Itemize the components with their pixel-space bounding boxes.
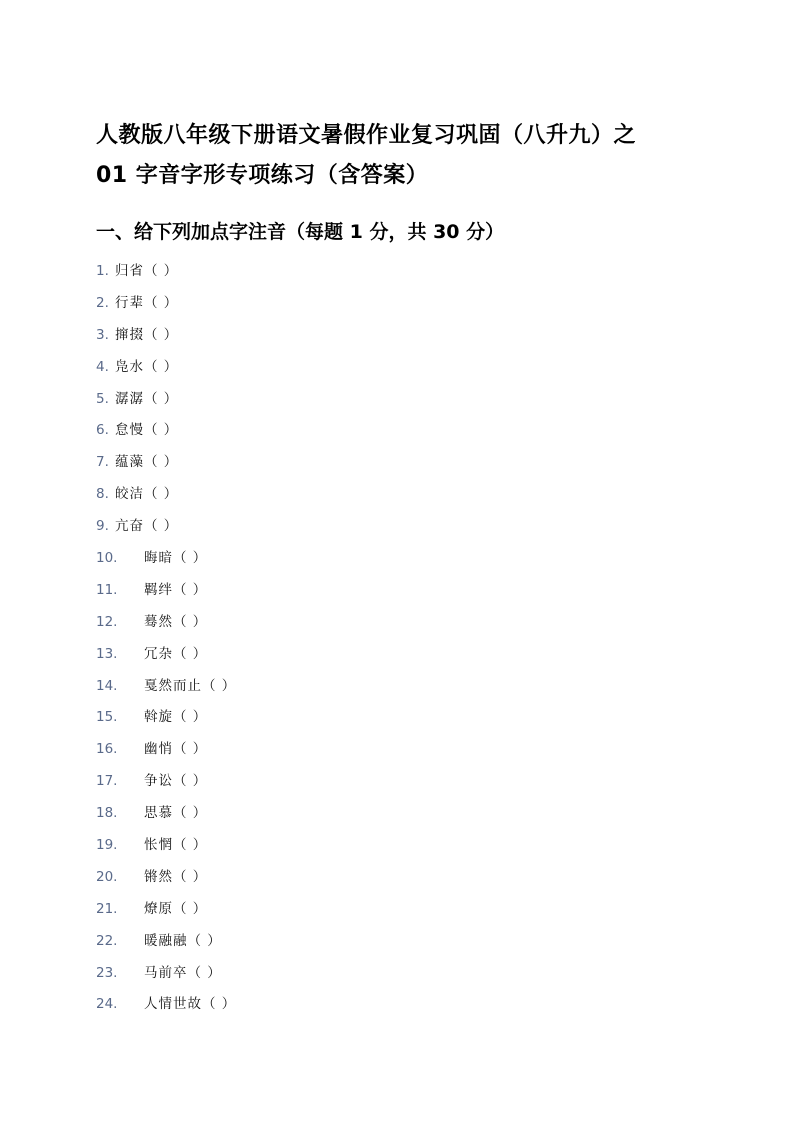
item-word: 幽悄（ ） [144,741,208,758]
item-word: 归省（ ） [115,263,179,279]
item-number: 6. [96,422,109,439]
list-item [96,256,236,288]
item-number: 14. [96,677,118,694]
item-word: 戛然而止（ ） [144,677,237,694]
list-item [96,447,236,479]
item-word: 撺掇（ ） [115,326,179,343]
item-number: 12. [96,613,118,630]
item-word: 冗杂（ ） [144,645,208,662]
item-number: 13. [96,645,118,662]
item-word: 皎洁（ ） [115,486,179,503]
question-list [96,256,236,1021]
item-number: 11. [96,581,118,598]
item-word: 燎原（ ） [144,900,208,917]
list-item [96,671,236,703]
item-word: 晦暗（ ） [144,550,208,567]
item-number: 20. [96,868,118,885]
list-item [96,288,236,320]
list-item [96,607,236,639]
section-heading: 一、给下列加点字注音（每题 1 分，共 30 分） [96,221,505,243]
list-item [96,543,236,575]
item-number: 4. [96,358,109,375]
title-line-2: 01 字音字形专项练习（含答案） [96,163,429,188]
item-word: 暖融融（ ） [144,932,222,949]
item-number: 5. [96,390,109,407]
list-item [96,415,236,447]
item-number: 22. [96,932,118,949]
item-number: 17. [96,773,118,790]
item-number: 8. [96,486,109,503]
list-item [96,894,236,926]
list-item [96,702,236,734]
list-item [96,830,236,862]
item-number: 21. [96,900,118,917]
item-number: 3. [96,326,109,343]
list-item [96,862,236,894]
list-item [96,766,236,798]
item-word: 人情世故（ ） [144,996,237,1013]
list-item [96,479,236,511]
item-word: 蕴藻（ ） [115,454,179,471]
item-word: 凫水（ ） [115,358,179,375]
list-item [96,734,236,766]
item-number: 10. [96,550,118,567]
list-item [96,352,236,384]
title-line-1: 人教版八年级下册语文暑假作业复习巩固（八升九）之 [96,123,637,148]
item-word: 斡旋（ ） [144,709,208,726]
item-word: 怅惘（ ） [144,837,208,854]
item-word: 蓦然（ ） [144,613,208,630]
item-number: 1. [96,263,109,279]
item-word: 思慕（ ） [144,805,208,822]
item-word: 怠慢（ ） [115,422,179,439]
list-item [96,926,236,958]
item-number: 7. [96,454,109,471]
list-item [96,575,236,607]
item-number: 9. [96,518,109,535]
item-number: 23. [96,964,118,981]
list-item [96,511,236,543]
list-item [96,989,236,1021]
list-item [96,384,236,416]
item-number: 15. [96,709,118,726]
list-item [96,320,236,352]
item-word: 马前卒（ ） [144,964,222,981]
list-item [96,958,236,990]
item-number: 19. [96,837,118,854]
item-number: 18. [96,805,118,822]
item-word: 羁绊（ ） [144,581,208,598]
list-item [96,798,236,830]
item-number: 24. [96,996,118,1013]
list-item [96,639,236,671]
item-number: 16. [96,741,118,758]
item-number: 2. [96,294,109,311]
document-title [96,116,716,196]
item-word: 锵然（ ） [144,868,208,885]
item-word: 争讼（ ） [144,773,208,790]
item-word: 行辈（ ） [115,294,179,311]
item-word: 潺潺（ ） [115,390,179,407]
item-word: 亢奋（ ） [115,518,179,535]
